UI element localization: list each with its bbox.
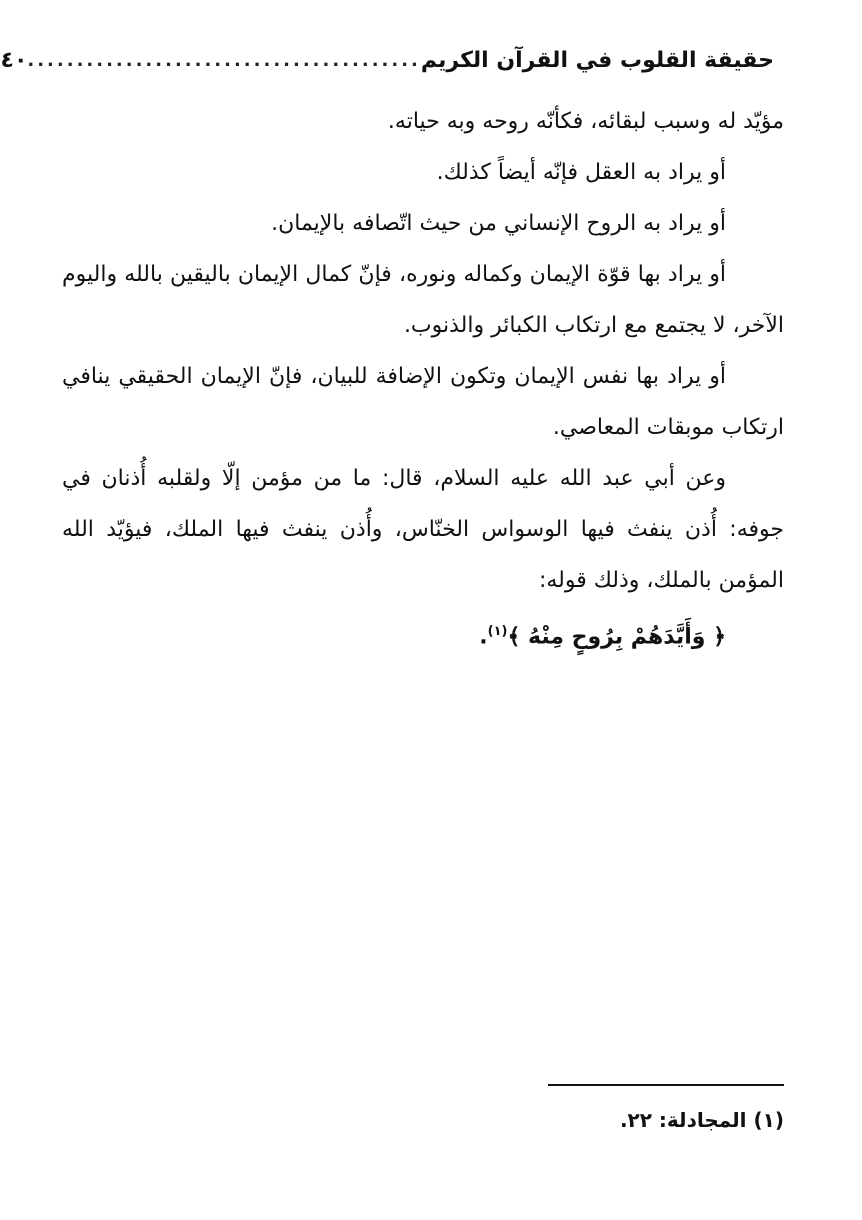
quran-verse-end: . (479, 624, 488, 650)
quran-verse-text: ﴿ وَأَيَّدَهُمْ بِرُوحٍ مِنْهُ ﴾ (507, 624, 726, 650)
paragraph-1: مؤيّد له وسبب لبقائه، فكأنّه روحه وبه حياته. (387, 109, 784, 134)
paragraph-3: أو يراد به الروح الإنساني من حيث اتّصافه بالإيمان. (271, 211, 726, 236)
paragraph-4: أو يراد بها قوّة الإيمان وكماله ونوره، فإنّ كمال الإيمان باليقين بالله واليوم الآخر، لا يجتمع مع ارتكاب الكبائر والذنوب. (62, 262, 784, 338)
page-header (0, 40, 784, 80)
footnote: (١) المجادلة: ٢٢. (619, 1108, 784, 1132)
footnote-divider (548, 1084, 784, 1086)
paragraph-6: وعن أبي عبد الله عليه السلام، قال: ما من مؤمن إلّا ولقلبه أُذنان في جوفه: أُذن ينفث فيها الوسواس الخنّاس، وأُذن ينفث فيها الملك، فيؤيّد الله المؤمن بالملك، وذلك قوله: (62, 466, 784, 593)
quran-verse (62, 606, 784, 662)
footnote-marker[interactable]: (١) (487, 624, 508, 639)
running-title: حقيقة القلوب في القرآن الكريم (420, 47, 774, 73)
header-leader-dots: ........................................ (27, 49, 421, 71)
paragraph-2: أو يراد به العقل فإنّه أيضاً كذلك. (436, 160, 726, 185)
paragraph-5: أو يراد بها نفس الإيمان وتكون الإضافة للبيان، فإنّ الإيمان الحقيقي ينافي ارتكاب موبقات المعاصي. (62, 364, 784, 440)
page-number: ٤٠ (0, 47, 28, 73)
body-text (62, 96, 784, 662)
